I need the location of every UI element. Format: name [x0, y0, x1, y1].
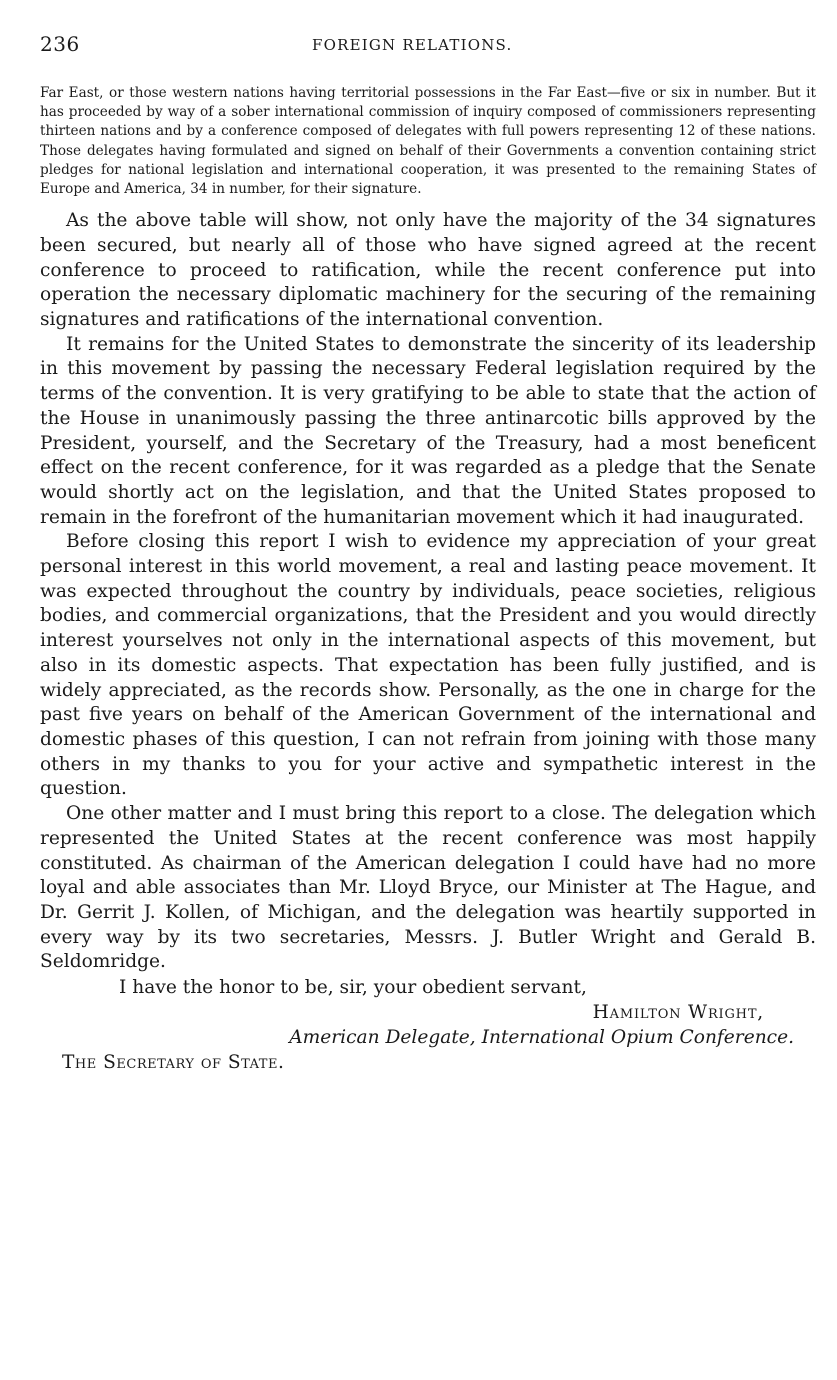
paragraph-delegation: One other matter and I must bring this report to a close. The delegation which represented the United States at the recent conference was most happily constituted. As chairman of the American delegation I could have had no more loyal and able associates than Mr. Lloyd Bryce, our Minister at The Hague, and Dr. Gerrit J. Kollen, of Michigan, and the delegation was heartily supported in every way by its two secretaries, Messrs. J. Butler Wright and Gerald B. Seldomridge.: [40, 803, 816, 973]
paragraph-signatures: As the above table will show, not only have the majority of the 34 signatures been secured, but nearly all of those who have signed agreed at the recent conference to proceed to ratification, while the recent conference put into operation the necessary diplomatic machinery for the securing of the remaining signatures and ratifications of the international convention.: [40, 210, 816, 331]
complimentary-close: I have the honor to be, sir, your obedient servant,: [119, 977, 587, 999]
document-page: [40, 32, 816, 1075]
page-header: [40, 32, 816, 62]
paragraph-federal-legislation: It remains for the United States to demonstrate the sincerity of its leadership in this movement by passing the necessary Federal legislation required by the terms of the convention. It is very gratifying to be able to state that the action of the House in unanimously passing the three antinarcotic bills approved by the President, yourself, and the Secretary of the Treasury, had a most beneficent effect on the recent conference, for it was regarded as a pledge that the Senate would shortly act on the legislation, and that the United States proposed to remain in the forefront of the humanitarian movement which it had inaugurated.: [40, 333, 816, 528]
closing-block: [40, 975, 816, 1075]
report-body: [40, 209, 816, 975]
page-number: 236: [40, 32, 80, 56]
signature-title: American Delegate, International Opium Conference.: [289, 1027, 794, 1049]
signature-name: Hamilton Wright,: [592, 1002, 764, 1024]
paragraph-appreciation: Before closing this report I wish to evidence my appreciation of your great personal interest in this world movement, a real and lasting peace movement. It was expected throughout the country by individuals, peace societies, religious bodies, and commercial organizations, that the President and you would directly interest yourselves not only in the international aspects of this movement, but also in its domestic aspects. That expectation has been fully justified, and is widely appreciated, as the records show. Personally, as the one in charge for the past five years on behalf of the American Government of the international and domestic phases of this question, I can not refrain from joining with those many others in my thanks to you for your active and sympathetic interest in the question.: [40, 531, 816, 800]
running-head: FOREIGN RELATIONS.: [312, 36, 513, 54]
recipient-line: The Secretary of State.: [62, 1052, 285, 1074]
continued-extract: Far East, or those western nations having territorial possessions in the Far East—five or six in number. But it has proceeded by way of a sober international commission of inquiry composed of commissioners representing thirteen nations and by a conference composed of delegates with full powers representing 12 of these nations. Those delegates having formulated and signed on behalf of their Governments a convention containing strict pledges for national legislation and international cooperation, it was presented to the remaining States of Europe and America, 34 in number, for their signature.: [40, 85, 816, 198]
